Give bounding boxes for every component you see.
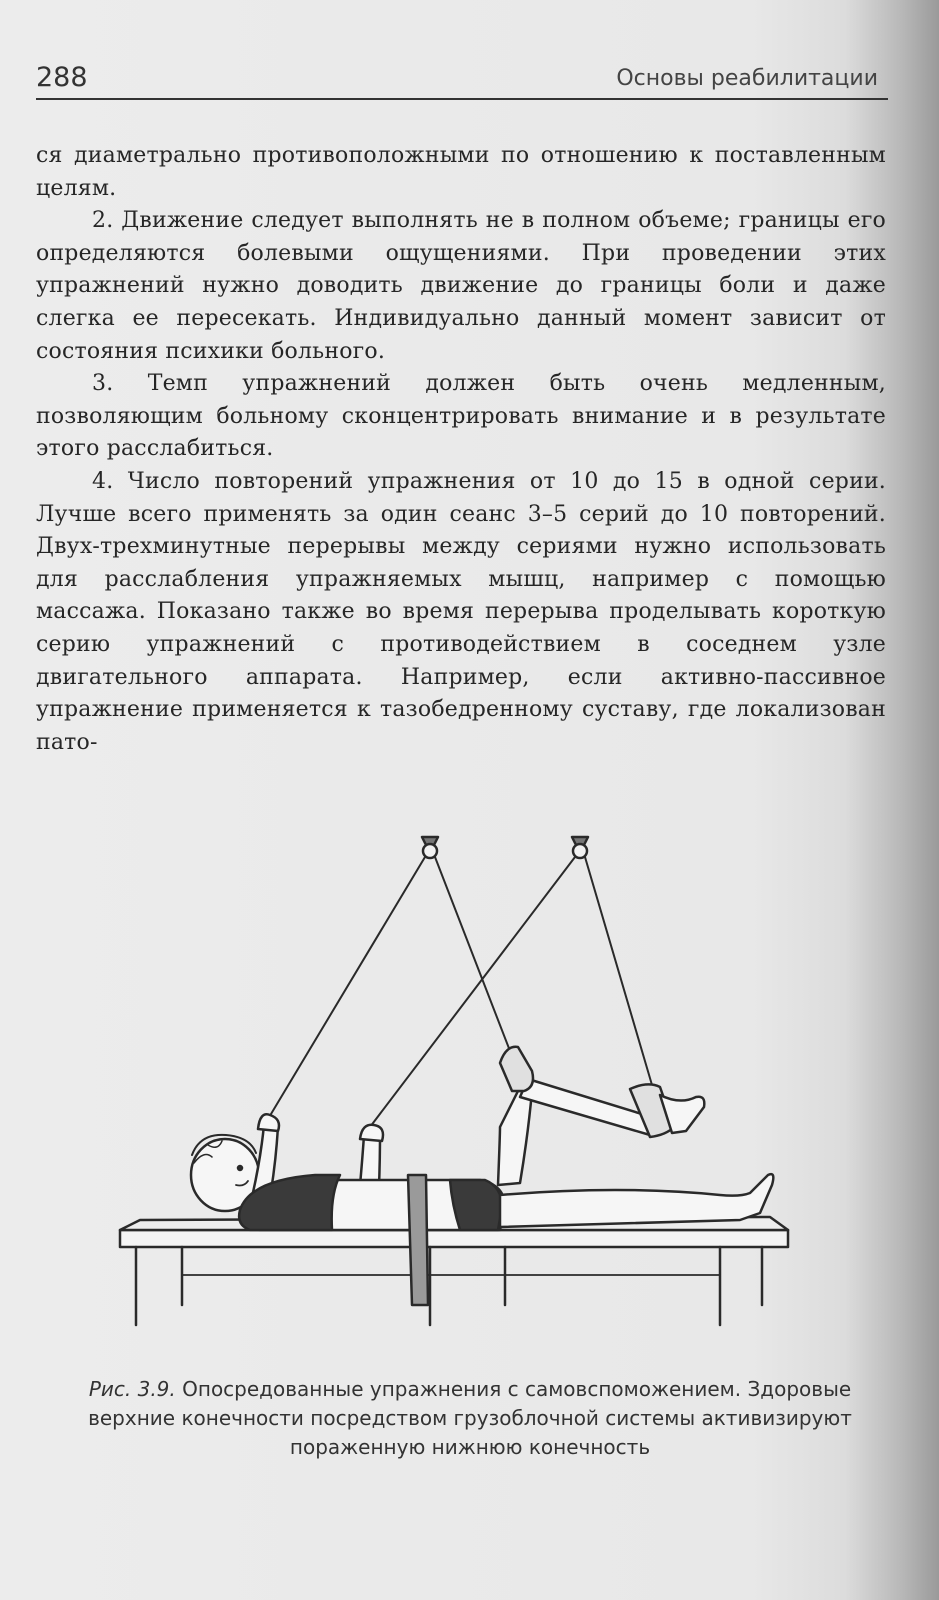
paragraph-item-2: 2. Движение следует выполнять не в полном объеме; границы его определяются болевыми ощущениями. При проведении этих упражнений нужно доводить движение до границы боли и даже слегка ее пересекать. Индивидуально данный момент зависит от состояния психики больного.: [36, 208, 886, 364]
rope-left-to-hand: [268, 857, 425, 1119]
page-header: [36, 58, 888, 100]
pulley-left: [422, 837, 438, 858]
figure-caption-label: Рис. 3.9.: [88, 1377, 176, 1401]
figure-caption: [50, 1375, 890, 1462]
running-title: Основы реабилитации: [616, 66, 878, 91]
page-number: 288: [36, 62, 88, 93]
rope-left-to-foot: [435, 857, 510, 1051]
knee-cuff: [500, 1047, 533, 1091]
table-leg-right: [720, 1247, 762, 1325]
exercise-illustration: [100, 835, 840, 1340]
table-leg-middle: [430, 1247, 505, 1325]
waist-strap: [408, 1175, 428, 1305]
bent-thigh: [498, 1091, 532, 1185]
paragraph-continuation: ся диаметрально противоположными по отношению к поставленным целям.: [36, 143, 886, 201]
right-hand: [360, 1125, 383, 1141]
table-leg-left: [136, 1247, 182, 1325]
table-top: [120, 1230, 788, 1247]
paragraph-item-3: 3. Темп упражнений должен быть очень медленным, позволяющим больному сконцентрировать внимание и в результате этого расслабиться.: [36, 371, 886, 462]
pulley-right: [572, 837, 588, 858]
figure-caption-text: Опосредованные упражнения с самовспоможением. Здоровые верхние конечности посредством грузоблочной системы активизируют пораженную нижнюю конечность: [88, 1377, 852, 1459]
left-hand: [258, 1114, 279, 1131]
rope-right-to-ankle: [585, 857, 652, 1085]
paragraph-item-4: 4. Число повторений упражнения от 10 до 15 в одной серии. Лучше всего применять за один сеанс 3–5 серий до 10 повторений. Двух-трехминутные перерывы между сериями нужно использовать для расслабления упражняемых мышц, например с помощью массажа. Показано также во время перерыва проделывать короткую серию упражнений с противодействием в соседнем узле двигательного аппарата. Например, если активно-пассивное упражнение применяется к тазобедренному суставу, где локализован пато-: [36, 468, 886, 755]
straight-leg: [500, 1174, 773, 1227]
body-text: [36, 140, 886, 759]
dark-garment-lower: [450, 1180, 502, 1230]
